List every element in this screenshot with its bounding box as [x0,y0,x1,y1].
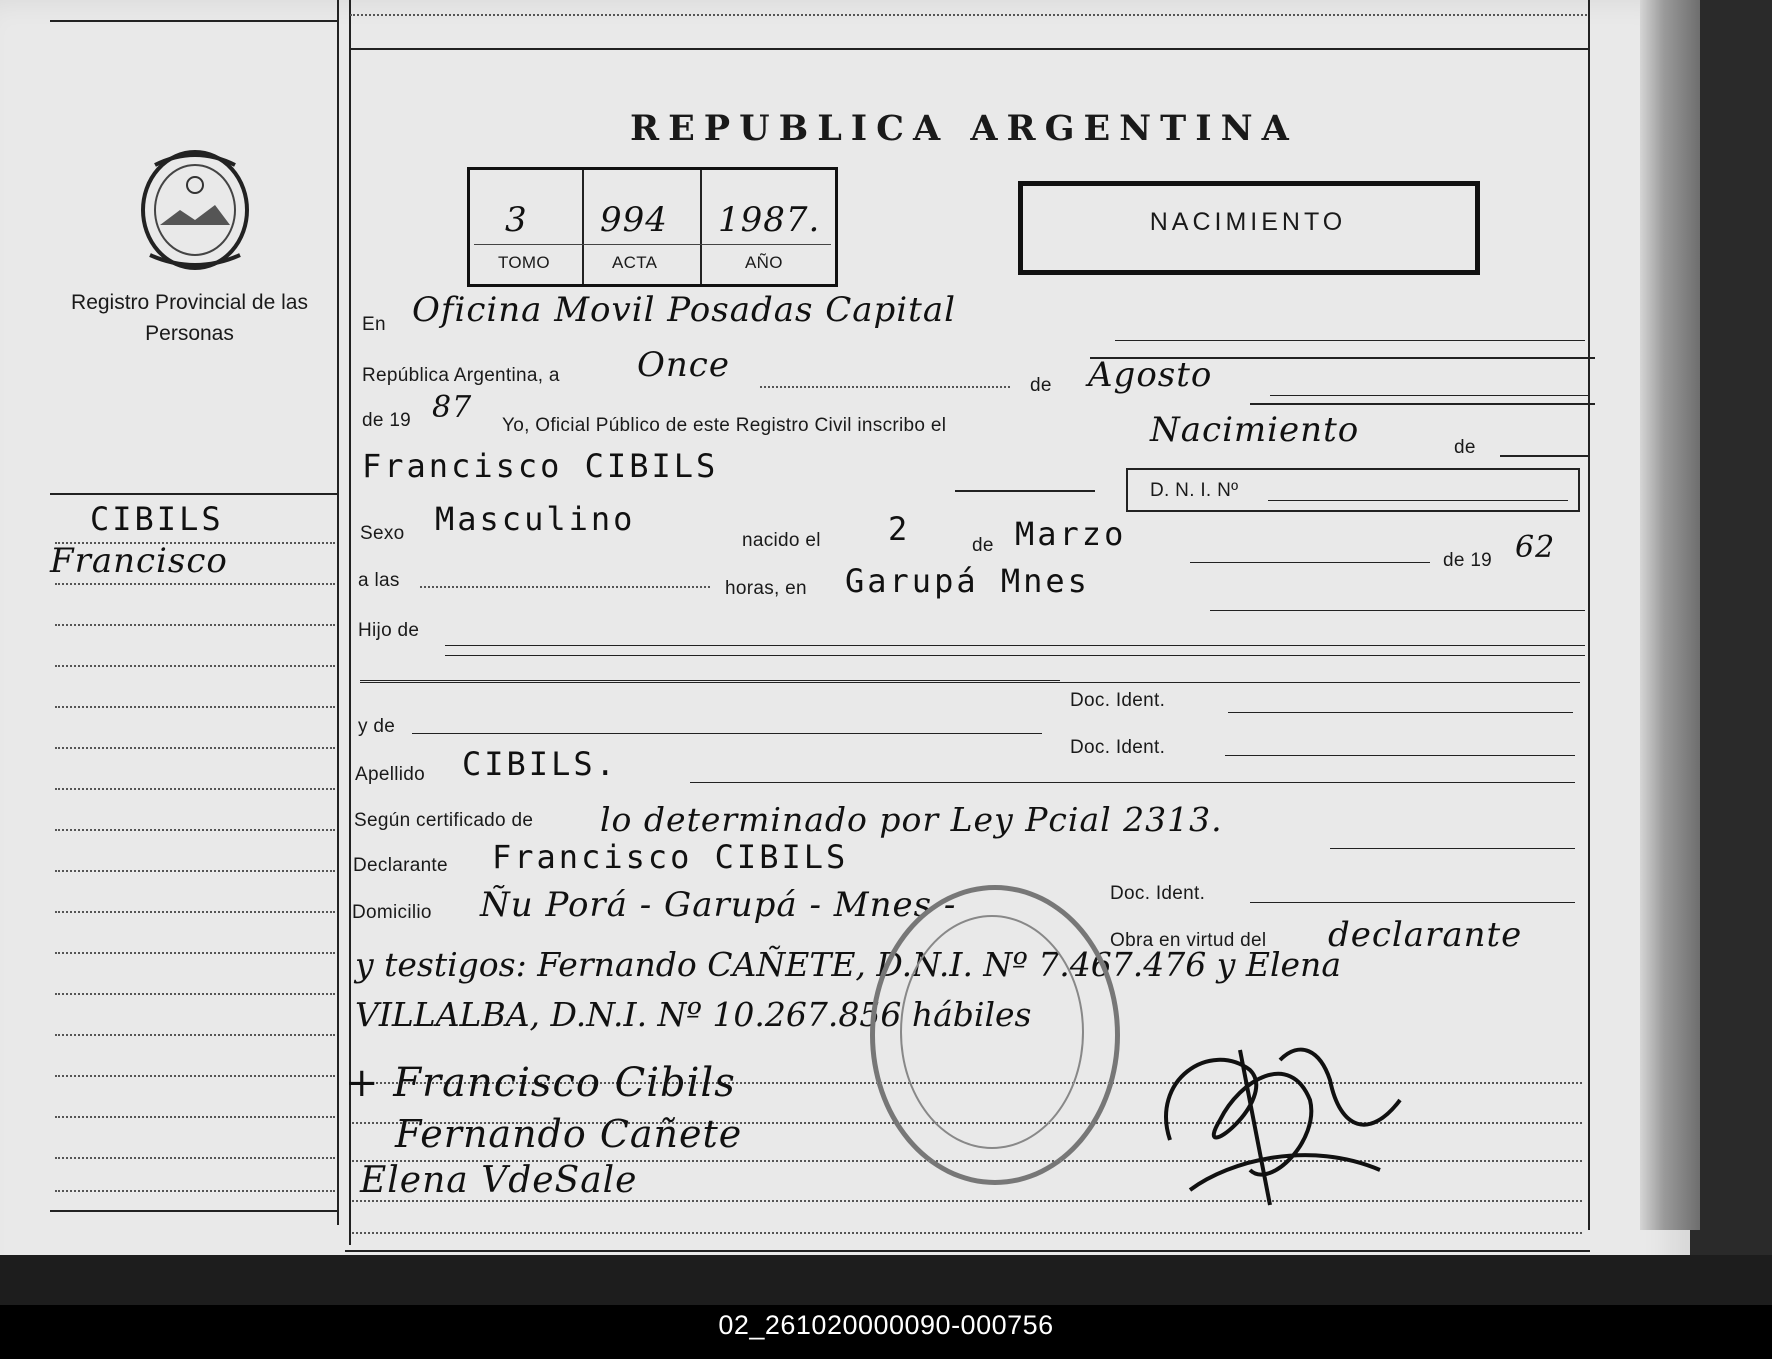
testigos-line-1: y testigos: Fernando CAÑETE, D.N.I. Nº 7.467.476 y Elena [355,945,1341,984]
line-rule [1268,500,1568,501]
margin-bottom-rule [50,1210,338,1212]
registro-provincial-round-stamp-icon [870,885,1120,1185]
segun-label: Según certificado de [354,810,534,831]
person-value: Francisco CIBILS [362,447,719,485]
tomo-value: 3 [505,200,528,240]
line-rule [1500,455,1588,457]
apellido-label: Apellido [355,764,426,785]
margin-line [55,665,335,667]
acta-label: ACTA [612,253,658,272]
book-spine-edge [1640,0,1700,1230]
declarante-label: Declarante [353,855,448,876]
margin-line [55,1190,335,1192]
margin-section-rule [50,493,338,495]
signature-witness-1: Fernando Cañete [395,1112,743,1156]
birth-month-value: Marzo [1015,515,1127,553]
top-dotted-rule [350,14,1590,16]
margin-top-rule [50,20,338,22]
horas-label: horas, en [725,578,807,599]
margin-line [55,870,335,872]
testigos-line-2: VILLALBA, D.N.I. Nº 10.267.856 hábiles [355,995,1032,1034]
form-line [352,1232,1582,1234]
top-rule [350,48,1590,50]
declarante-value: Francisco CIBILS [492,838,849,876]
ano-label: AÑO [745,253,783,272]
birth-day-value: 2 [888,510,911,548]
obra-label: Obra en virtud del [1110,930,1267,951]
tomo-label: TOMO [498,253,550,272]
ano-value: 1987. [718,200,821,240]
en-value: Oficina Movil Posadas Capital [412,290,956,330]
day-value: Once [637,345,730,385]
line-rule [445,645,1585,646]
fill-line [760,386,1010,388]
file-id-caption: 02_261020000090-000756 [718,1310,1054,1340]
year-prefix: de 19 [362,410,412,431]
signature-declarante: + Francisco Cibils [345,1060,736,1106]
line-rule [1210,610,1585,611]
de3-label: de [972,535,994,556]
domicilio-value: Ñu Porá - Garupá - Mnes - [480,885,957,925]
de2-label: de [1454,437,1476,458]
dni-label: D. N. I. Nº [1150,480,1239,501]
acta-number-box [467,167,838,287]
year-value: 87 [432,390,473,425]
segun-value: lo determinado por Ley Pcial 2313. [600,800,1223,839]
registry-name: Registro Provincial de las Personas [71,291,308,345]
rep-label: República Argentina, a [362,365,560,386]
doc-ident-2: Doc. Ident. [1070,737,1166,758]
inscribo-value: Nacimiento [1150,410,1360,450]
margin-line [55,624,335,626]
line-rule [955,490,1095,492]
provincia-de-misiones-seal-icon [130,140,260,275]
line-rule [412,733,1042,734]
margin-line [55,911,335,913]
hijo-label: Hijo de [358,620,420,641]
margin-line [55,583,335,585]
nacido-label: nacido el [742,530,821,551]
place-value: Garupá Mnes [845,562,1090,600]
birth-year-value: 62 [1515,530,1556,565]
margin-line [55,747,335,749]
obra-value: declarante [1328,915,1523,955]
line-rule [1228,712,1573,713]
de-19-label: de 19 [1443,550,1493,571]
margin-line [55,1075,335,1077]
margin-line [55,1157,335,1159]
line-rule [1270,395,1590,396]
margin-line [55,829,335,831]
margin-line [55,993,335,995]
doc-ident-3: Doc. Ident. [1110,883,1206,904]
margin-line [55,1034,335,1036]
line-rule [690,782,1575,783]
line-rule [360,682,1580,683]
margin-given-name: Francisco [50,541,228,581]
act-type-label: NACIMIENTO [1149,208,1347,236]
margin-line [55,952,335,954]
line-rule [1190,562,1430,563]
acta-value: 994 [600,200,668,240]
margin-divider-right [349,0,351,1245]
sexo-label: Sexo [360,523,405,544]
margin-line [55,1116,335,1118]
de-label: de [1030,375,1052,396]
sexo-value: Masculino [435,500,636,538]
margin-divider-left [337,0,339,1225]
line-rule [360,680,1060,681]
margin-line [55,706,335,708]
line-rule [445,655,1585,656]
a-las-label: a las [358,570,400,591]
line-rule [1225,755,1575,756]
background-shadow [0,1255,1772,1305]
line-rule [1115,340,1585,341]
y-de-label: y de [358,716,396,737]
yo-label: Yo, Oficial Público de este Registro Civil inscribo el [502,415,947,436]
margin-surname: CIBILS [90,500,224,538]
doc-ident-1: Doc. Ident. [1070,690,1166,711]
line-rule [1250,403,1595,405]
month-value: Agosto [1088,355,1213,395]
domicilio-label: Domicilio [352,902,432,923]
signature-witness-2: Elena VdeSale [360,1160,638,1201]
line-rule [1330,848,1575,849]
line-rule [1250,902,1575,903]
margin-line [55,788,335,790]
official-signature-icon [1130,1020,1430,1210]
apellido-value: CIBILS. [462,745,618,783]
fill-line [420,586,710,588]
en-label: En [362,314,386,335]
bottom-rule [345,1250,1590,1252]
country-title: REPUBLICA ARGENTINA [630,108,1298,149]
page-right-border [1588,0,1590,1230]
